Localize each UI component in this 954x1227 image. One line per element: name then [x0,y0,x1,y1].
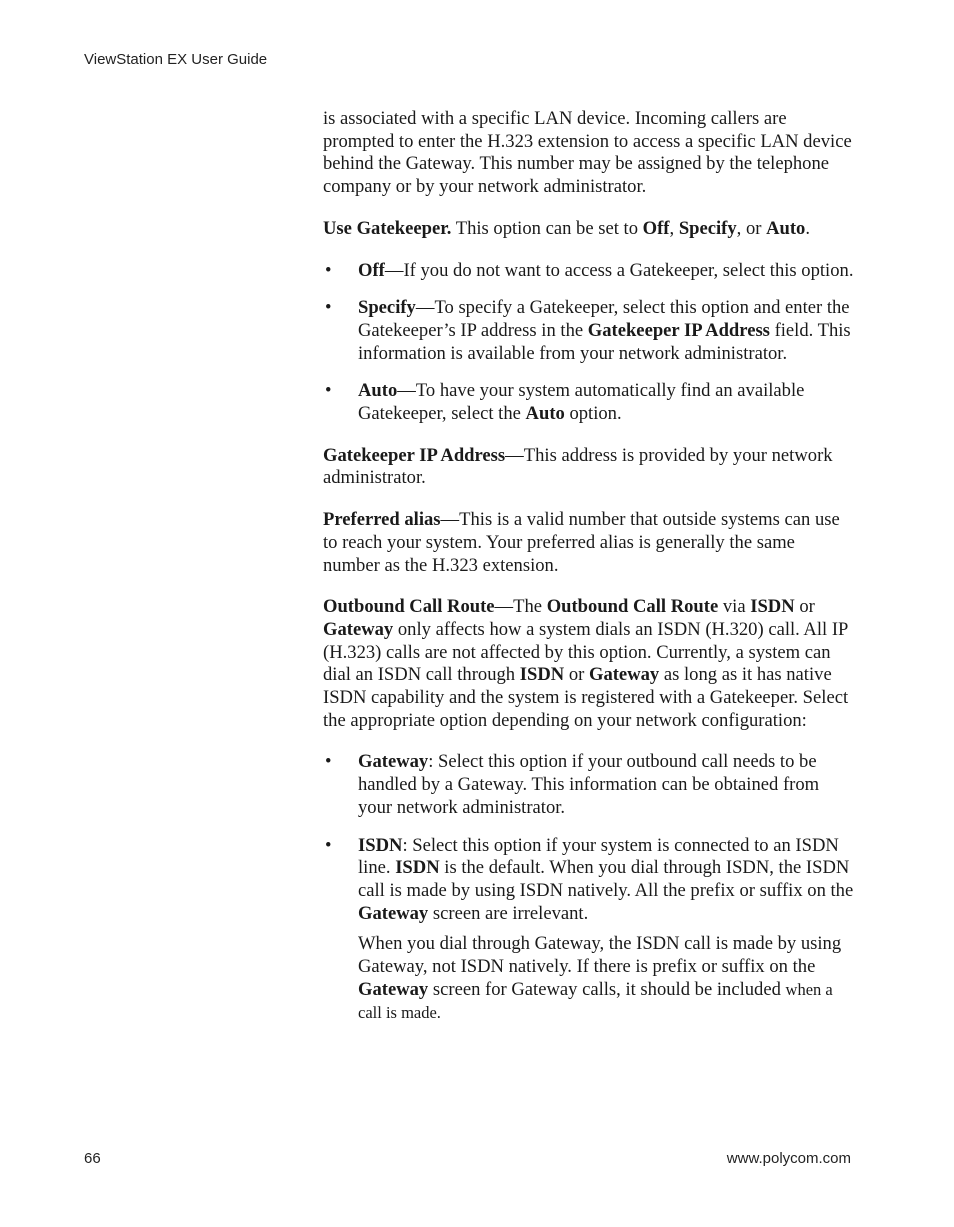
running-header: ViewStation EX User Guide [84,51,268,68]
list-item: • Auto—To have your system automatically find an available Gatekeeper, select the Auto option. [325,380,805,425]
gatekeeper-options-list [323,260,855,426]
gatekeeper-ip-paragraph: Gatekeeper IP Address—This address is provided by your network administrator. [323,444,833,489]
page-number: 66 [84,1150,101,1167]
list-item: • Gateway: Select this option if your outbound call needs to be handled by a Gateway. This information can be obtained from your network administrator. [325,751,820,818]
body-text [323,108,855,1039]
isdn-note-paragraph: When you dial through Gateway, the ISDN call is made by using Gateway, not ISDN natively. If there is prefix or suffix on the Gateway screen for Gateway calls, it should be included when a call is made. [358,933,842,1022]
bullet-icon: • [325,380,332,402]
use-gatekeeper-paragraph: Use Gatekeeper. This option can be set to Off, Specify, or Auto. [323,217,811,239]
use-gatekeeper-term: Use Gatekeeper. [323,217,452,239]
footer-url: www.polycom.com [726,1150,851,1167]
list-item: • Off—If you do not want to access a Gatekeeper, select this option. [325,259,854,281]
list-item: • Specify—To specify a Gatekeeper, select this option and enter the Gatekeeper’s IP address in the Gatekeeper IP Address field. This information is available from your network administrator. [325,297,851,364]
preferred-alias-paragraph: Preferred alias—This is a valid number that outside systems can use to reach your system. Your preferred alias is generally the same number as the H.323 extension. [323,509,840,576]
bullet-icon: • [325,259,332,281]
outbound-route-options-list [323,751,855,1024]
outbound-call-route-paragraph: Outbound Call Route—The Outbound Call Route via ISDN or Gateway only affects how a system dials an ISDN (H.320) call. All IP (H.323) calls are not affected by this option. Currently, a system can dial an ISDN call through ISDN or Gateway as long as it has native ISDN capability and the system is registered with a Gatekeeper. Select the appropriate option depending on your network configuration: [323,596,849,731]
intro-paragraph: is associated with a specific LAN device. Incoming callers are prompted to enter the H.323 extension to access a specific LAN device behind the Gateway. This number may be assigned by the telephone company or by your network administrator. [323,108,852,198]
bullet-icon: • [325,751,332,773]
bullet-icon: • [325,834,332,856]
bullet-icon: • [325,297,332,319]
list-item: • ISDN: Select this option if your system is connected to an ISDN line. ISDN is the default. When you dial through ISDN, the ISDN call is made by using ISDN natively. All the prefix or suffix on the Gateway screen are irrelevant. When you dial through Gateway, the ISDN call is made by using Gateway, not ISDN natively. If there is prefix or suffix on the Gateway screen for Gateway calls, it should be included when a call is made. [323,835,855,1025]
